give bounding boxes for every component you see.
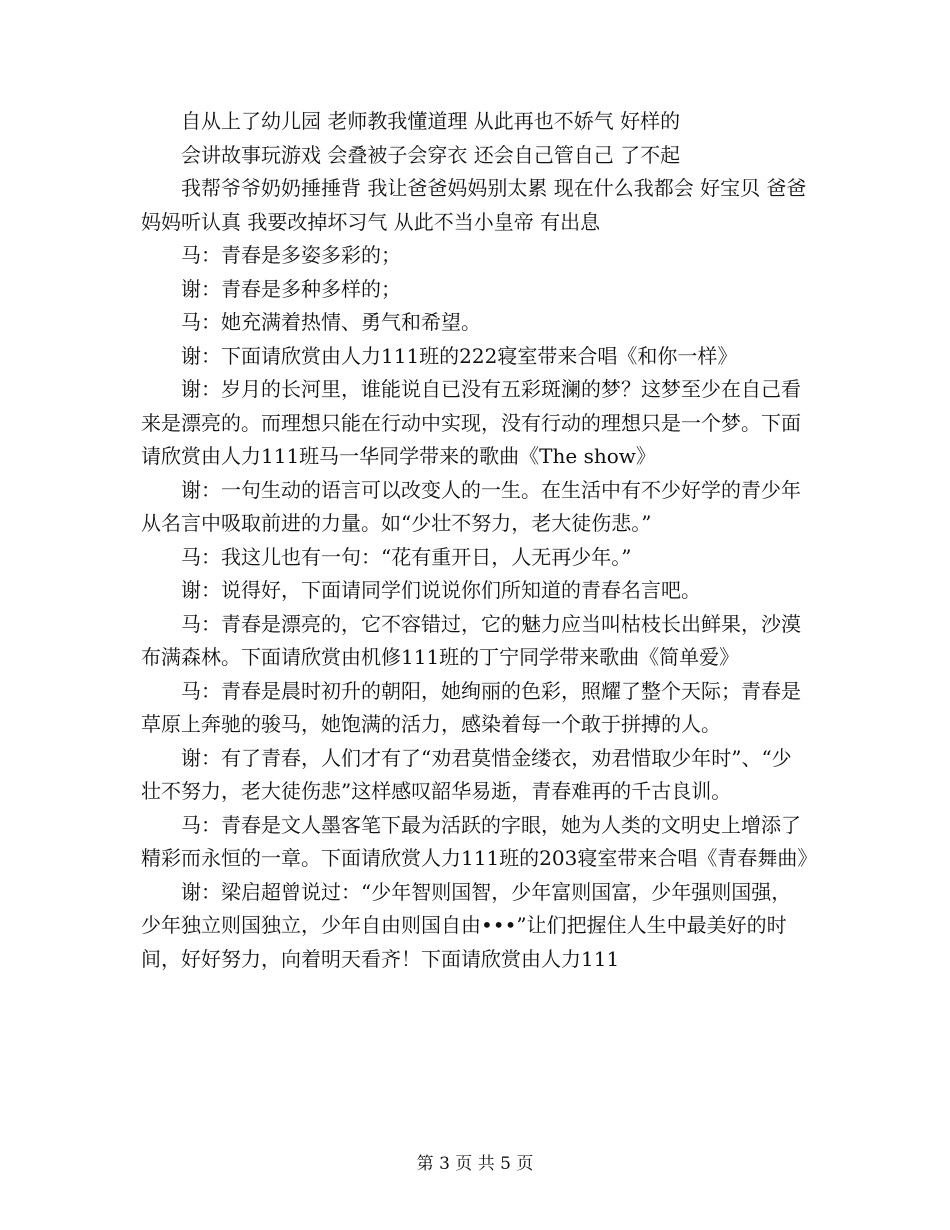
paragraph: 谢：有了青春，人们才有了“劝君莫惜金缕衣，劝君惜取少年时”、“少壮不努力，老大徒伤悲”这样感叹韶华易逝，青春难再的千古良训。: [141, 745, 792, 803]
paragraph: 会讲故事玩游戏 会叠被子会穿衣 还会自己管自己 了不起: [181, 142, 681, 167]
paragraph: 谢：梁启超曾说过：“少年智则国智，少年富则国富，少年强则国强，少年独立则国独立，少年自由则国自由•••”让们把握住人生中最美好的时间，好好努力，向着明天看齐！下面请欣赏由人力111: [141, 879, 792, 971]
paragraph: 谢：一句生动的语言可以改变人的一生。在生活中有不少好学的青少年从名言中吸取前进的力量。如“少壮不努力，老大徒伤悲。”: [141, 477, 801, 535]
paragraph: 谢：说得好，下面请同学们说说你们所知道的青春名言吧。: [181, 578, 701, 602]
paragraph: 谢：下面请欣赏由人力111班的222寝室带来合唱《和你一样》: [181, 343, 738, 368]
paragraph: 自从上了幼儿园 老师教我懂道理 从此再也不娇气 好样的: [181, 109, 681, 133]
page-number-footer: 第 3 页 共 5 页: [416, 1154, 534, 1174]
paragraph: 马：我这儿也有一句：“花有重开日，人无再少年。”: [181, 544, 632, 569]
paragraph: 谢：岁月的长河里，谁能说自已没有五彩斑澜的梦？这梦至少在自己看来是漂亮的。而理想只能在行动中实现，没有行动的理想只是一个梦。下面请欣赏由人力111班马一华同学带来的歌曲《The show》: [141, 377, 801, 468]
paragraph: 谢：青春是多种多样的；: [181, 276, 401, 301]
paragraph: 我帮爷爷奶奶捶捶背 我让爸爸妈妈别太累 现在什么我都会 好宝贝 爸爸妈妈听认真 我要改掉坏习气 从此不当小皇帝 有出息: [141, 176, 807, 234]
document-body: [141, 105, 818, 976]
paragraph: 马：青春是多姿多彩的；: [181, 243, 401, 267]
paragraph: 马：青春是晨时初升的朝阳，她绚丽的色彩，照耀了整个天际；青春是草原上奔驰的骏马，她饱满的活力，感染着每一个敢于拼搏的人。: [141, 678, 801, 736]
paragraph: 马：她充满着热情、勇气和希望。: [181, 310, 481, 334]
paragraph: 马：青春是漂亮的，它不容错过，它的魅力应当叫枯枝长出鲜果，沙漠布满森林。下面请欣赏由机修111班的丁宁同学带来歌曲《简单爱》: [141, 611, 801, 669]
paragraph: 马：青春是文人墨客笔下最为活跃的字眼，她为人类的文明史上增添了精彩而永恒的一章。下面请欣赏人力111班的203寝室带来合唱《青春舞曲》: [141, 812, 818, 870]
